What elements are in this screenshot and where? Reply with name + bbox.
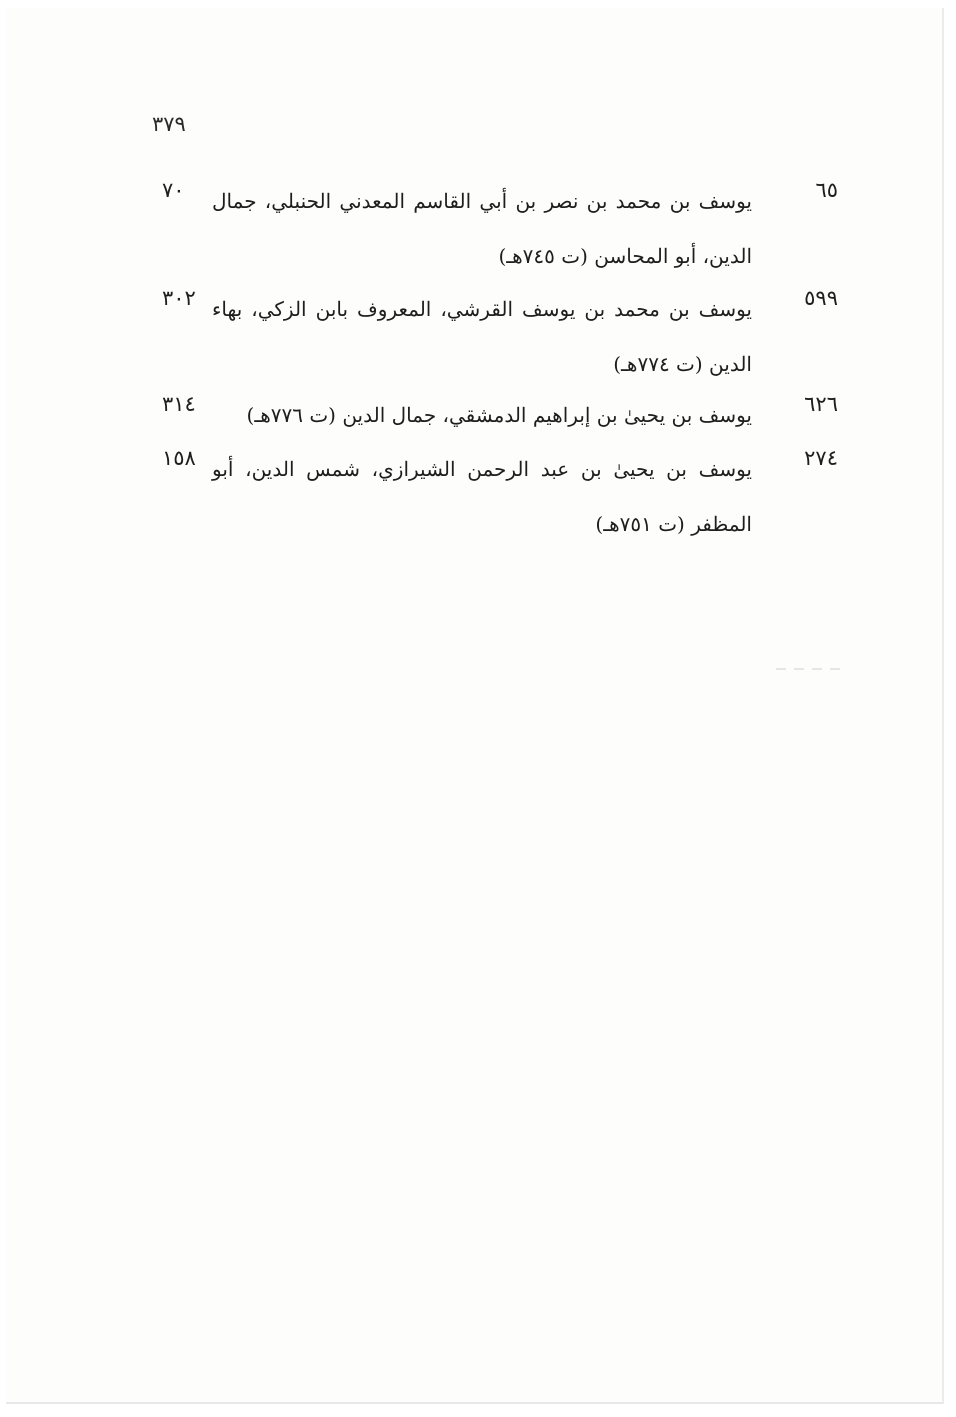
entry-page-ref: ٣١٤	[162, 392, 196, 416]
entry-page-ref: ٧٠	[162, 178, 185, 202]
document-page	[6, 8, 944, 1404]
scan-smudge	[776, 668, 846, 670]
entry-page-ref: ٣٠٢	[162, 286, 196, 310]
entry-page-ref: ١٥٨	[162, 446, 196, 470]
entry-index: ٦٥	[815, 178, 838, 202]
entry-text: يوسف بن محمد بن نصر بن أبي القاسم المعدني الحنبلي، جمال الدين، أبو المحاسن (ت ٧٤٥هـ)	[212, 189, 752, 268]
entry-index: ٥٩٩	[804, 286, 838, 310]
entry-index: ٦٢٦	[804, 392, 838, 416]
entry-text: يوسف بن محمد بن يوسف القرشي، المعروف بابن الزكي، بهاء الدين (ت ٧٧٤هـ)	[212, 297, 752, 376]
entry-text: يوسف بن يحيىٰ بن عبد الرحمن الشيرازي، شمس الدين، أبو المظفر (ت ٧٥١هـ)	[212, 457, 752, 536]
page-number: ٣٧٩	[152, 112, 186, 136]
entry-text: يوسف بن يحيىٰ بن إبراهيم الدمشقي، جمال الدين (ت ٧٧٦هـ)	[246, 403, 752, 427]
entry-index: ٢٧٤	[804, 446, 838, 470]
